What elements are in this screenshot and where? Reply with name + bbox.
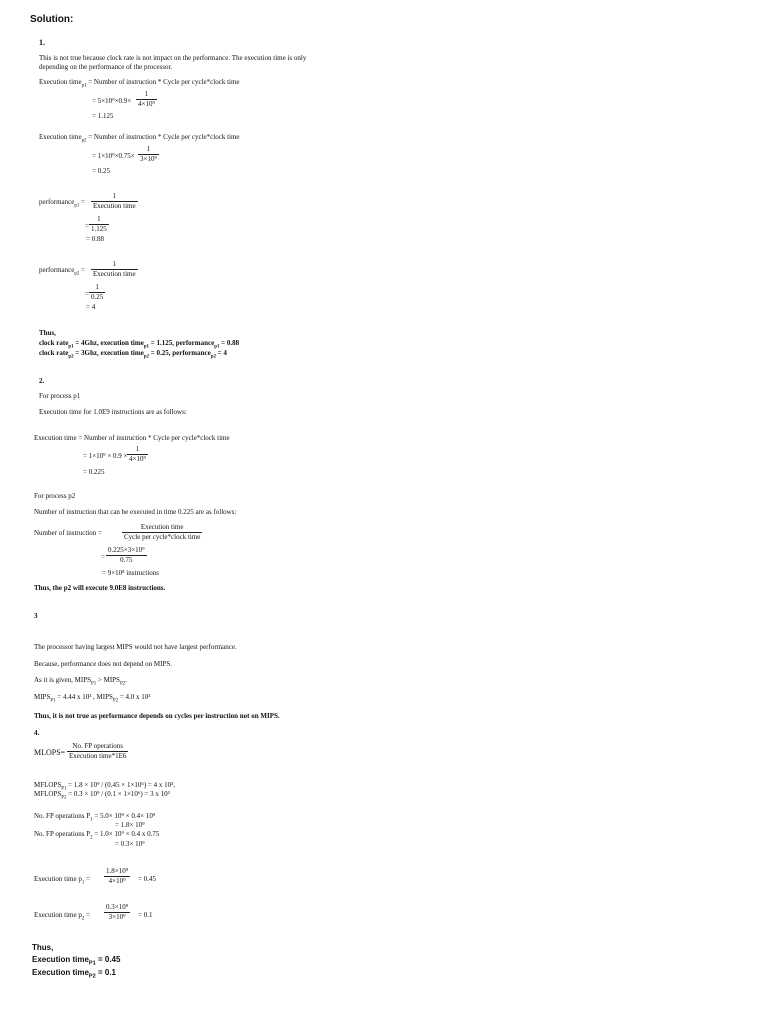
q2-desc2: Number of instruction that can be executed in time 0.225 are as follows: (34, 508, 237, 516)
q2-number: 2. (39, 377, 45, 385)
q3-conclusion: Thus, it is not true as performance depends on cycles per instruction not on MIPS. (34, 712, 280, 720)
q1-summary-p2: clock rate$_{p2}$ = 3Ghz, execution time$_{p2}$ = 0.25, performance$_{p2}$ = 4 (39, 349, 227, 360)
q1-summary-p1: clock rate$_{p1}$ = 4Ghz, execution time$_{p1}$ = 1.125, performance$_{p1}$ = 0.88 (39, 339, 240, 350)
q3-line3: As it is given, $MIPS_{P1}$ > $MIPS_{P2}$. (34, 676, 127, 687)
q4-mlops-label: MLOPS= (34, 748, 66, 757)
q4-exec-time-p1-result: = 0.45 (138, 875, 156, 883)
q1-intro-line1: This is not true because clock rate is not impact on the performance. The execution time is only (39, 54, 307, 62)
q1-performance-p1-fraction: 1 Execution time (93, 192, 136, 210)
q1-performance-p2-fraction2: $\frac{1}{0.25}$ (91, 283, 104, 301)
q4-final-exec-time-p2: Execution time$_{P2}$ = 0.1 (32, 968, 116, 980)
q1-exec-time-p2-result: = 0.25 (92, 167, 110, 175)
q3-line4: $MIPS_{P1} = 4.44$ x 10³ , $MIPS_{P2} = 4.0$ x 10³ (34, 693, 151, 704)
q4-mflops-p1: $MFLOPS_{P1} = 1.8 \times 10^9 / (0.45 \times 1\times 10^6) = 4$ x 10³, (34, 781, 175, 792)
q1-performance-p2-label: performance$_{p2}$ = (39, 266, 85, 277)
q4-exec-time-p2-fraction: $\frac{\text{0.3×10⁹}}{\text{3×10⁹}}$ (106, 903, 129, 921)
q2-num-instruction-result: = 9×10⁸ instructions (102, 569, 160, 577)
q1-intro-line2: depending on the performance of the processor. (39, 63, 173, 71)
q4-exec-time-p2-label: Execution time $p_2$ = (34, 911, 90, 922)
q1-exec-time-p1-formula: Execution time$_{p1}$ = Number of instruction * Cycle per cycle*clock time (39, 78, 240, 89)
q2-for-p2: For process p2 (34, 492, 76, 500)
q2-num-instruction-label: Number of instruction = (34, 529, 102, 537)
q1-exec-time-p2-fraction: $\frac{1}{\text{3×10⁹}}$ (140, 145, 157, 163)
q4-exec-time-p1-fraction: $\frac{\text{1.8×10⁹}}{\text{4×10⁹}}$ (106, 867, 129, 885)
q1-performance-p2-eq: = (85, 290, 89, 298)
q2-num-instruction-eq: = (101, 553, 105, 561)
q1-exec-time-p2-calc: = 1×10⁹×0.75× (92, 152, 135, 160)
q2-for-p1: For process p1 (39, 392, 81, 400)
q4-number: 4. (34, 729, 40, 737)
q1-exec-time-p1-fraction: $\frac{1}{\text{4×10⁹}}$ (138, 90, 155, 108)
q2-exec-time-result: = 0.225 (83, 468, 105, 476)
q4-fp-ops-p2-result: = 0.3× 10⁹ (115, 840, 145, 848)
q3-line2: Because, performance does not depend on MIPS. (34, 660, 173, 668)
q1-exec-time-p2-formula: Execution time$_{p2}$ = Number of instruction * Cycle per cycle*clock time (39, 133, 240, 144)
q2-exec-time-formula: Execution time = Number of instruction * Cycle per cycle*clock time (34, 434, 230, 442)
q2-num-instruction-fraction: Execution time Cycle per cycle*clock time (124, 523, 201, 541)
q4-fp-ops-p1: No. FP operations $P_1 = 5.0\times 10^9 \times 0.4\times 10^9$ (34, 812, 156, 823)
q1-performance-p1-eq: = (85, 222, 89, 230)
q1-thus: Thus, (39, 329, 56, 337)
q3-number: 3 (34, 612, 38, 620)
q4-final-exec-time-p1: Execution time$_{P1}$ = 0.45 (32, 955, 121, 967)
q1-performance-p1-label: performance$_{p1}$ = (39, 198, 85, 209)
q1-performance-p2-result: = 4 (86, 303, 96, 311)
q2-conclusion: Thus, the p2 will execute 9.0E8 instructions. (34, 584, 166, 592)
q4-thus: Thus, (32, 943, 54, 952)
q2-desc1: Execution time for 1.0E9 instructions are as follows: (39, 408, 187, 416)
q1-number: 1. (39, 38, 45, 47)
q1-performance-p1-fraction2: $\frac{1}{1.125}$ (91, 215, 107, 233)
q1-exec-time-p1-result: = 1.125 (92, 112, 114, 120)
q1-performance-p2-fraction: 1 Execution time (93, 260, 136, 278)
q3-line1: The processor having largest MIPS would not have largest performance. (34, 643, 237, 651)
q4-fp-ops-p2: No. FP operations $P_2 = 1.0\times 10^9 \times 0.4$ x 0.75 (34, 830, 160, 841)
q2-exec-time-fraction: $\frac{1}{\text{4×10⁹}}$ (129, 445, 146, 463)
page-heading: Solution: (30, 14, 74, 25)
q1-performance-p1-result: = 0.88 (86, 235, 104, 243)
q4-exec-time-p2-result: = 0.1 (138, 911, 153, 919)
q4-fp-ops-p1-result: = 1.8× 10⁹ (115, 821, 145, 829)
q2-num-instruction-fraction2: $\frac{\text{0.225×3×10⁹}}{0.75}$ (108, 546, 145, 564)
q4-exec-time-p1-label: Execution time $p_1$ = (34, 875, 90, 886)
q4-mflops-p2: $MFLOPS_{P2} = 0.3 \times 10^9 / (0.1 \times 1\times 10^6) = 3$ x 10³ (34, 790, 170, 801)
q2-exec-time-calc: = 1×10⁹ × 0.9 × (83, 452, 128, 460)
q1-exec-time-p1-calc: = 5×10⁹×0.9× (92, 97, 132, 105)
q4-mlops-fraction: No. FP operations Execution time*1E6 (69, 742, 127, 760)
